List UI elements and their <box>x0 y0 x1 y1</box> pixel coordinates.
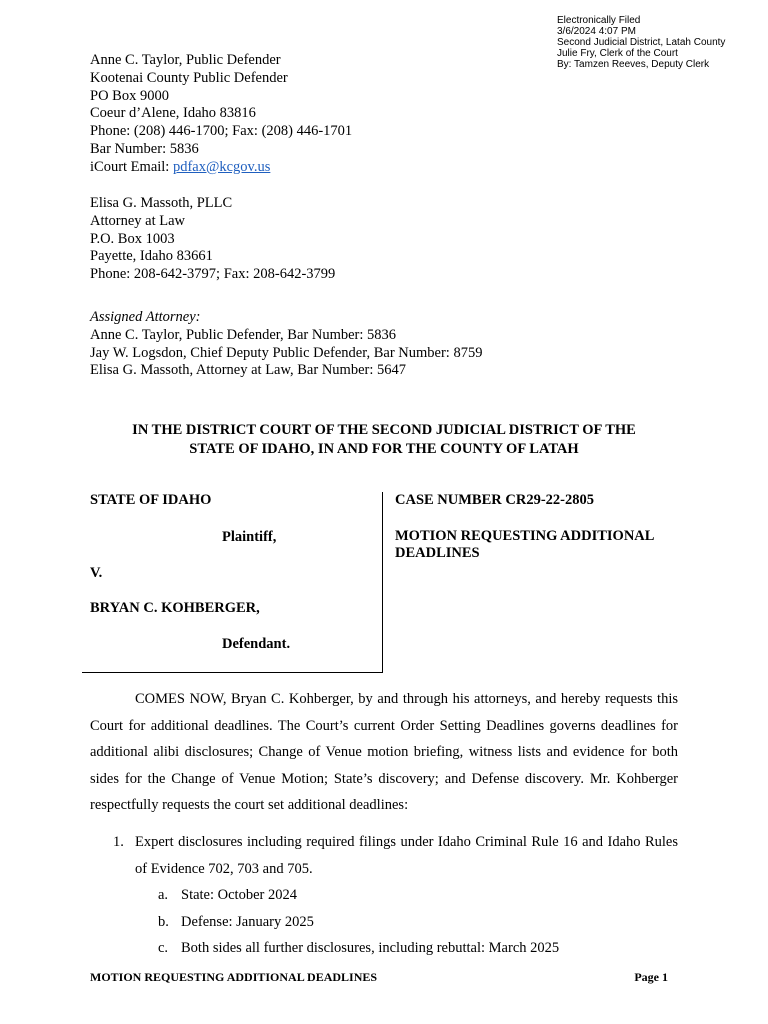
deadline-sublist <box>158 882 559 962</box>
filing-stamp-line: Second Judicial District, Latah County <box>557 37 726 48</box>
plaintiff-role: Plaintiff, <box>222 529 277 545</box>
list-text: Expert disclosures including required filings under Idaho Criminal Rule 16 and Idaho Rules of Evidence 702, 703 and 705. <box>135 834 678 877</box>
bar-number: Bar Number: 5836 <box>90 140 199 157</box>
defendant-name: BRYAN C. KOHBERGER, <box>90 600 260 616</box>
sublist-text: State: October 2024 <box>181 887 297 903</box>
case-number: CASE NUMBER CR29-22-2805 <box>395 492 594 508</box>
filing-stamp-line: By: Tamzen Reeves, Deputy Clerk <box>557 59 710 70</box>
motion-title: MOTION REQUESTING ADDITIONAL DEADLINES <box>395 528 654 561</box>
caption-divider-horizontal <box>82 672 383 673</box>
defendant-role: Defendant. <box>222 636 291 652</box>
filing-stamp-line: 3/6/2024 4:07 PM <box>557 26 636 37</box>
list-number: 1. <box>113 834 124 850</box>
court-title <box>90 421 678 459</box>
page-number: Page 1 <box>634 970 668 984</box>
versus: V. <box>90 565 103 581</box>
deadline-list-item <box>90 829 678 882</box>
sublist-item <box>158 909 559 936</box>
po-box: P.O. Box 1003 <box>90 230 175 247</box>
plaintiff-name: STATE OF IDAHO <box>90 492 212 508</box>
email-link[interactable]: pdfax@kcgov.us <box>172 158 271 175</box>
page-footer <box>90 970 668 985</box>
caption-divider-vertical <box>382 492 383 672</box>
sublist-item <box>158 935 559 962</box>
public-defender-block <box>90 52 352 177</box>
assigned-attorney-line: Elisa G. Massoth, Attorney at Law, Bar Number: 5647 <box>90 362 406 379</box>
sublist-item <box>158 882 559 909</box>
attorney-name: Anne C. Taylor, Public Defender <box>90 52 281 68</box>
attorney-title: Attorney at Law <box>90 212 186 229</box>
filing-stamp-line: Julie Fry, Clerk of the Court <box>557 48 678 59</box>
assigned-attorney-line: Anne C. Taylor, Public Defender, Bar Number: 5836 <box>90 326 397 343</box>
phone-fax: Phone: 208-642-3797; Fax: 208-642-3799 <box>90 266 336 283</box>
city-state: Payette, Idaho 83661 <box>90 248 213 265</box>
firm-name: Elisa G. Massoth, PLLC <box>90 195 233 211</box>
sublist-text: Defense: January 2025 <box>181 913 314 930</box>
assigned-attorneys-block <box>90 309 482 380</box>
footer-title: MOTION REQUESTING ADDITIONAL DEADLINES <box>90 970 378 984</box>
sublist-letter: c. <box>158 940 169 957</box>
filing-stamp-line: Electronically Filed <box>557 15 641 26</box>
assigned-attorney-line: Jay W. Logsdon, Chief Deputy Public Defender, Bar Number: 8759 <box>90 344 483 361</box>
city-state: Coeur d’Alene, Idaho 83816 <box>90 105 256 122</box>
office-name: Kootenai County Public Defender <box>90 69 288 86</box>
email-label: iCourt Email: <box>90 158 173 175</box>
po-box: PO Box 9000 <box>90 87 169 104</box>
sublist-letter: b. <box>158 913 169 930</box>
phone-fax: Phone: (208) 446-1700; Fax: (208) 446-1701 <box>90 123 353 140</box>
filing-stamp <box>557 15 725 70</box>
assigned-heading: Assigned Attorney: <box>90 309 201 325</box>
body-paragraph: COMES NOW, Bryan C. Kohberger, by and through his attorneys, and hereby requests this Court for additional deadlines. The Court’s current Order Setting Deadlines governs deadlines for additional alibi disclosures; Change of Venue motion briefing, witness lists and evidence for both sides for the Change of Venue Motion; State’s discovery; and Defense discovery. Mr. Kohberger respectfully requests the court set additional deadlines: <box>90 691 678 814</box>
court-title-line: IN THE DISTRICT COURT OF THE SECOND JUDICIAL DISTRICT OF THE <box>132 422 636 438</box>
co-counsel-block <box>90 195 335 284</box>
email-line <box>90 159 352 177</box>
sublist-text: Both sides all further disclosures, including rebuttal: March 2025 <box>181 940 560 957</box>
sublist-letter: a. <box>158 887 169 903</box>
court-title-line: STATE OF IDAHO, IN AND FOR THE COUNTY OF LATAH <box>189 441 579 457</box>
case-caption-info <box>395 492 695 562</box>
